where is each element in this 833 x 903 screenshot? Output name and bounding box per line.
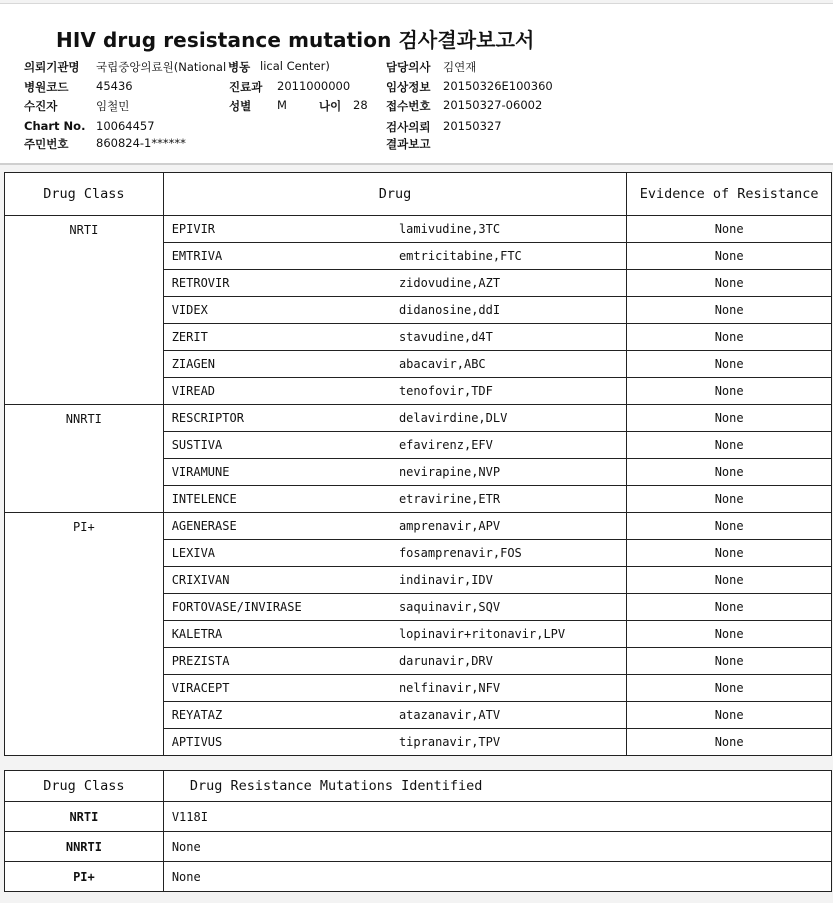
hospital-code-value: 45436 [96,79,133,93]
generic-name-cell: saquinavir,SQV [391,594,627,621]
resistance-body [5,216,832,756]
brand-name-cell: VIREAD [163,378,391,405]
examinee-row [24,98,384,114]
generic-name-cell: tenofovir,TDF [391,378,627,405]
evidence-cell: None [627,324,832,351]
resistance-header-row [5,173,832,216]
request-label: 검사의뢰 [386,120,431,134]
table-row [5,832,832,862]
age-value: 28 [353,98,368,112]
brand-name-cell: RETROVIR [163,270,391,297]
generic-name-cell: didanosine,ddI [391,297,627,324]
generic-name-cell: lamivudine,3TC [391,216,627,243]
ward-value: lical Center) [260,59,330,73]
brand-name-cell: EPIVIR [163,216,391,243]
generic-name-cell: efavirenz,EFV [391,432,627,459]
request-row [386,119,686,135]
clinical-info-value: 20150326E100360 [443,79,553,93]
examinee-label: 수진자 [24,99,58,113]
brand-name-cell: CRIXIVAN [163,567,391,594]
result-row [386,136,686,152]
evidence-cell: None [627,243,832,270]
institution-value: 국립중앙의료원(National [96,60,227,74]
brand-name-cell: ZERIT [163,324,391,351]
mutations-table [4,770,832,892]
doctor-value: 김연재 [443,60,477,74]
generic-name-cell: emtricitabine,FTC [391,243,627,270]
evidence-cell: None [627,594,832,621]
generic-name-cell: lopinavir+ritonavir,LPV [391,621,627,648]
chart-label: Chart No. [24,119,86,133]
evidence-cell: None [627,216,832,243]
brand-name-cell: APTIVUS [163,729,391,756]
generic-name-cell: etravirine,ETR [391,486,627,513]
mutations-body [5,802,832,892]
mutation-class-cell: NRTI [5,802,164,832]
drug-header: Drug [163,173,627,216]
sex-label: 성별 [229,99,252,113]
brand-name-cell: RESCRIPTOR [163,405,391,432]
table-row [5,405,832,432]
generic-name-cell: indinavir,IDV [391,567,627,594]
drug-class-header: Drug Class [5,173,164,216]
evidence-cell: None [627,378,832,405]
generic-name-cell: tipranavir,TPV [391,729,627,756]
drug-class-cell: NNRTI [5,405,164,513]
brand-name-cell: VIRACEPT [163,675,391,702]
evidence-cell: None [627,432,832,459]
clinical-info-label: 임상정보 [386,80,431,94]
evidence-cell: None [627,405,832,432]
generic-name-cell: zidovudine,AZT [391,270,627,297]
generic-name-cell: atazanavir,ATV [391,702,627,729]
generic-name-cell: nelfinavir,NFV [391,675,627,702]
request-value: 20150327 [443,119,502,133]
brand-name-cell: VIRAMUNE [163,459,391,486]
evidence-cell: None [627,270,832,297]
resident-label: 주민번호 [24,137,69,151]
mutations-header-row [5,771,832,802]
evidence-cell: None [627,513,832,540]
resident-value: 860824-1****** [96,136,186,150]
mutations-identified-header: Drug Resistance Mutations Identified [163,771,831,802]
generic-name-cell: stavudine,d4T [391,324,627,351]
resident-row [24,136,384,152]
evidence-cell: None [627,351,832,378]
header-divider [0,163,833,165]
evidence-cell: None [627,297,832,324]
brand-name-cell: EMTRIVA [163,243,391,270]
evidence-header: Evidence of Resistance [627,173,832,216]
doctor-label: 담당의사 [386,60,431,74]
department-value: 2011000000 [277,79,351,93]
clinical-info-row [386,79,686,95]
receipt-value: 20150327-06002 [443,98,543,112]
generic-name-cell: fosamprenavir,FOS [391,540,627,567]
hospital-code-label: 병원코드 [24,80,69,94]
institution-label: 의뢰기관명 [24,60,80,74]
generic-name-cell: darunavir,DRV [391,648,627,675]
table-row [5,802,832,832]
institution-row [24,59,384,75]
mutation-value-cell: None [163,832,831,862]
receipt-row [386,98,686,114]
table-row [5,513,832,540]
department-label: 진료과 [229,80,263,94]
evidence-cell: None [627,729,832,756]
report-title: HIV drug resistance mutation 검사결과보고서 [56,28,535,52]
doctor-row [386,59,686,75]
evidence-cell: None [627,621,832,648]
receipt-label: 접수번호 [386,99,431,113]
brand-name-cell: PREZISTA [163,648,391,675]
generic-name-cell: abacavir,ABC [391,351,627,378]
brand-name-cell: FORTOVASE/INVIRASE [163,594,391,621]
generic-name-cell: nevirapine,NVP [391,459,627,486]
sex-value: M [277,98,287,112]
drug-class-cell: NRTI [5,216,164,405]
table-row [5,216,832,243]
examinee-value: 임철민 [96,99,130,113]
result-label: 결과보고 [386,137,431,151]
drug-class-cell: PI+ [5,513,164,756]
table-row [5,862,832,892]
report-header [0,3,833,164]
brand-name-cell: INTELENCE [163,486,391,513]
evidence-cell: None [627,675,832,702]
resistance-table [4,172,832,756]
evidence-cell: None [627,648,832,675]
mutation-value-cell: V118I [163,802,831,832]
hospital-code-row [24,79,384,95]
evidence-cell: None [627,486,832,513]
brand-name-cell: SUSTIVA [163,432,391,459]
chart-row [24,119,384,135]
brand-name-cell: LEXIVA [163,540,391,567]
mutation-class-cell: PI+ [5,862,164,892]
brand-name-cell: AGENERASE [163,513,391,540]
evidence-cell: None [627,567,832,594]
chart-value: 10064457 [96,119,155,133]
generic-name-cell: delavirdine,DLV [391,405,627,432]
mutation-class-cell: NNRTI [5,832,164,862]
generic-name-cell: amprenavir,APV [391,513,627,540]
brand-name-cell: KALETRA [163,621,391,648]
age-label: 나이 [319,99,342,113]
mutation-value-cell: None [163,862,831,892]
evidence-cell: None [627,702,832,729]
evidence-cell: None [627,459,832,486]
brand-name-cell: REYATAZ [163,702,391,729]
mutation-class-header: Drug Class [5,771,164,802]
brand-name-cell: ZIAGEN [163,351,391,378]
ward-label: 병동 [228,60,251,74]
evidence-cell: None [627,540,832,567]
brand-name-cell: VIDEX [163,297,391,324]
